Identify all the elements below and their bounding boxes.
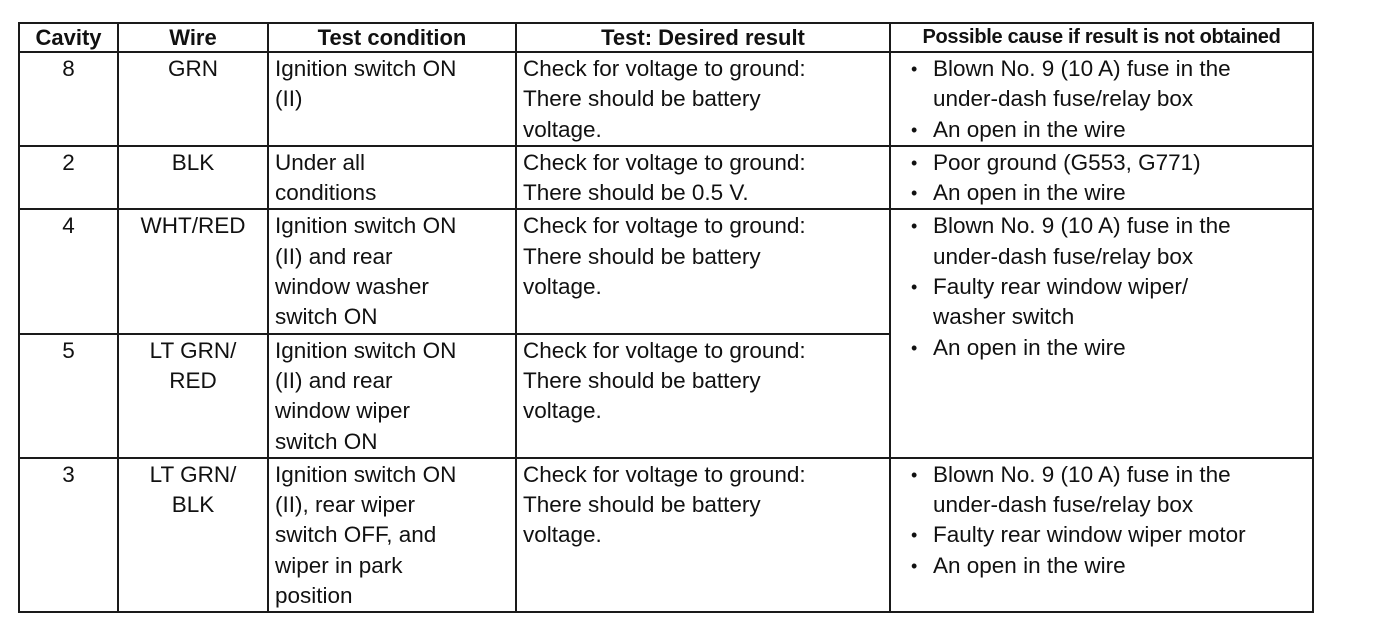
cell-line: LT GRN/ (149, 337, 237, 363)
cell-line: voltage. (523, 522, 602, 548)
possible-cause-cell-shared (890, 209, 1313, 457)
possible-cause-item (911, 460, 1306, 521)
possible-cause-item (911, 148, 1306, 178)
header-test-condition: Test condition (268, 23, 516, 52)
cause-line: • Blown No. 9 (10 A) fuse in the (933, 56, 1231, 81)
cell-line: Ignition switch ON (275, 461, 457, 487)
cell-line: Ignition switch ON (275, 56, 457, 81)
desired-result-cell (516, 458, 890, 612)
cause-line: • An open in the wire (933, 334, 1126, 360)
cell-line: (II) and rear (275, 367, 393, 393)
table-row (19, 52, 1313, 146)
test-condition-cell (268, 52, 516, 146)
cell-line: Ignition switch ON (275, 213, 457, 239)
cavity-cell: 5 (19, 334, 118, 458)
cell-line: switch OFF, and (275, 522, 437, 548)
cell-line: (II) (275, 86, 303, 112)
cell-line: position (275, 583, 353, 609)
possible-cause-item (911, 520, 1306, 550)
wire-cell (118, 458, 268, 612)
possible-causes-list (897, 54, 1306, 145)
possible-cause-item (911, 333, 1306, 363)
test-condition-cell (268, 334, 516, 458)
wire-cell (118, 209, 268, 333)
possible-cause-cell (890, 52, 1313, 146)
cavity-cell: 4 (19, 209, 118, 333)
possible-cause-item (911, 54, 1306, 115)
cell-line: voltage. (523, 398, 602, 424)
table-row (19, 209, 1313, 333)
cell-line: RED (169, 367, 217, 393)
wire-cell (118, 146, 268, 210)
cell-line: There should be battery (523, 367, 761, 393)
cell-line: GRN (168, 56, 218, 81)
table-row (19, 458, 1313, 612)
test-condition-cell (268, 146, 516, 210)
cell-line: (II), rear wiper (275, 492, 416, 518)
test-condition-cell (268, 458, 516, 612)
possible-causes-list (897, 460, 1306, 581)
table-header-row (19, 23, 1313, 52)
desired-result-cell (516, 334, 890, 458)
table-row (19, 146, 1313, 210)
cell-line: conditions (275, 180, 377, 206)
wire-cell (118, 52, 268, 146)
possible-causes-list (897, 211, 1306, 362)
possible-causes-list (897, 148, 1306, 209)
possible-cause-item (911, 551, 1306, 581)
cavity-cell: 2 (19, 146, 118, 210)
cell-line: BLK (171, 492, 215, 518)
cell-line: Ignition switch ON (275, 337, 457, 363)
possible-cause-cell (890, 146, 1313, 210)
cause-line: • An open in the wire (933, 116, 1126, 142)
cause-line: under-dash fuse/relay box (933, 86, 1194, 112)
cell-line: There should be battery (523, 492, 761, 518)
cell-line: Under all (275, 149, 366, 175)
desired-result-cell (516, 146, 890, 210)
troubleshooting-table (18, 22, 1314, 613)
possible-cause-item (911, 115, 1306, 145)
cell-line: switch ON (275, 428, 378, 454)
cell-line: wiper in park (275, 552, 403, 578)
cell-line: switch ON (275, 304, 378, 330)
cavity-cell: 3 (19, 458, 118, 612)
possible-cause-item (911, 178, 1306, 208)
cause-line: under-dash fuse/relay box (933, 492, 1194, 518)
header-desired-result: Test: Desired result (516, 23, 890, 52)
cell-line: LT GRN/ (149, 461, 237, 487)
cell-line: window wiper (275, 398, 411, 424)
cell-line: There should be 0.5 V. (523, 180, 749, 206)
cause-line: • Faulty rear window wiper/ (933, 274, 1189, 300)
cause-line: washer switch (933, 304, 1075, 330)
cell-line: There should be battery (523, 243, 761, 269)
cell-line: Check for voltage to ground: (523, 149, 806, 175)
cause-line: • An open in the wire (933, 180, 1126, 206)
cause-line: • Faulty rear window wiper motor (933, 522, 1246, 548)
possible-cause-item (911, 211, 1306, 272)
header-wire: Wire (118, 23, 268, 52)
cell-line: WHT/RED (140, 213, 246, 239)
cause-line: • Blown No. 9 (10 A) fuse in the (933, 213, 1231, 239)
cell-line: voltage. (523, 274, 602, 300)
cell-line: BLK (171, 149, 215, 175)
cause-line: under-dash fuse/relay box (933, 243, 1194, 269)
cell-line: Check for voltage to ground: (523, 337, 806, 363)
cell-line: There should be battery (523, 86, 761, 112)
cause-line: • Poor ground (G553, G771) (933, 149, 1201, 175)
test-condition-cell (268, 209, 516, 333)
possible-cause-cell (890, 458, 1313, 612)
cell-line: window washer (275, 274, 429, 300)
cavity-cell: 8 (19, 52, 118, 146)
cell-line: Check for voltage to ground: (523, 56, 806, 81)
cell-line: Check for voltage to ground: (523, 461, 806, 487)
cell-line: voltage. (523, 116, 602, 142)
desired-result-cell (516, 209, 890, 333)
header-possible-cause: Possible cause if result is not obtained (890, 23, 1313, 52)
possible-cause-item (911, 272, 1306, 333)
header-cavity: Cavity (19, 23, 118, 52)
cause-line: • An open in the wire (933, 552, 1126, 578)
cause-line: • Blown No. 9 (10 A) fuse in the (933, 461, 1231, 487)
wire-cell (118, 334, 268, 458)
cell-line: (II) and rear (275, 243, 393, 269)
cell-line: Check for voltage to ground: (523, 213, 806, 239)
desired-result-cell (516, 52, 890, 146)
